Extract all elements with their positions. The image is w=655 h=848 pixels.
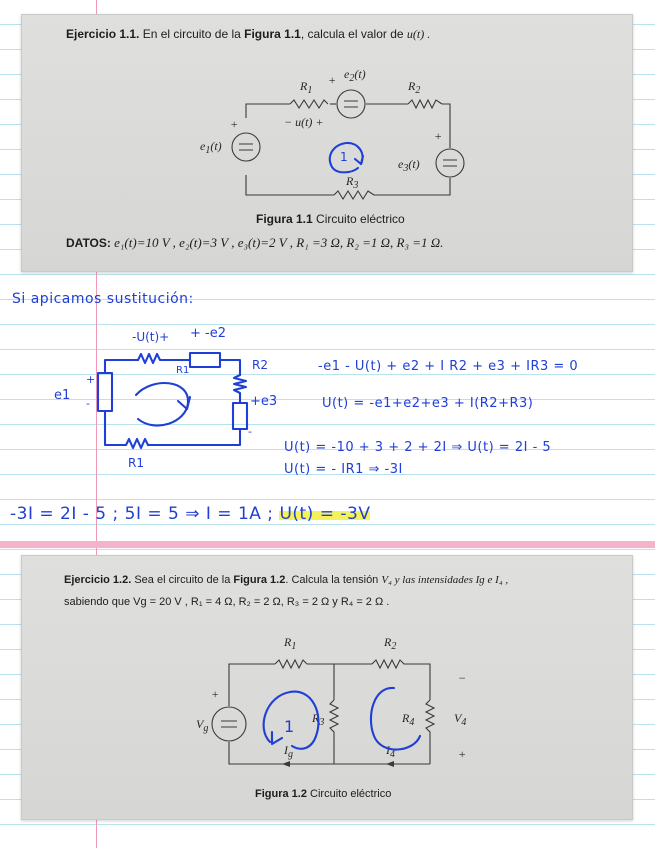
exercise-1-2-title-rest: . Calcula la tensión xyxy=(285,574,379,586)
circuit-1-2-wire xyxy=(229,742,430,764)
resistor-r2-symbol xyxy=(408,100,442,108)
exercise-1-2-title-fig: Figura 1.2 xyxy=(233,574,286,586)
label-vg: $V_g$ xyxy=(196,717,209,734)
exercise-1-1-data-label: DATOS: xyxy=(66,236,111,250)
exercise-1-1-title-text: En el circuito de la xyxy=(142,27,241,41)
circuit-1-2-diagram xyxy=(22,624,634,794)
resistor-r2-symbol-2 xyxy=(372,660,430,700)
label-v4-minus: − xyxy=(458,671,467,685)
notes-equation-2: U(t) = -e1+e2+e3 + I(R2+R3) xyxy=(322,396,534,411)
sketch-source-e2 xyxy=(190,353,220,367)
sketch-wire xyxy=(148,429,240,445)
label-r1-2: $R_1$ xyxy=(284,635,297,652)
exercise-1-2-photo xyxy=(21,555,633,820)
label-e2-plus: + xyxy=(328,73,337,87)
exercise-1-1-title xyxy=(66,27,430,42)
sketch-resistor-r1-bottom xyxy=(105,411,148,448)
circuit-1-1-wire xyxy=(246,175,334,195)
sketch-label-plus: + xyxy=(86,373,96,386)
source-e3-symbol xyxy=(436,149,464,177)
circuit-1-2-wire xyxy=(229,664,275,706)
current-ig-arrow xyxy=(282,761,290,767)
notes-equation-3: U(t) = -10 + 3 + 2 + 2I ⇒ U(t) = 2I - 5 xyxy=(284,440,552,455)
sketch-resistor-r1 xyxy=(138,354,190,363)
notes-equation-4: U(t) = - IR1 ⇒ -3I xyxy=(284,462,403,477)
source-e2-symbol xyxy=(337,90,365,118)
exercise-1-2-title-bold: Ejercicio 1.2. xyxy=(64,574,132,586)
circuit-1-1-wire xyxy=(374,178,450,195)
sketch-label-e1: e1 xyxy=(54,388,71,403)
mesh-loop-number: 1 xyxy=(340,150,348,164)
figure-1-1-caption xyxy=(256,212,405,226)
label-e3-plus: + xyxy=(434,129,443,143)
resistor-r3-symbol xyxy=(330,700,338,764)
label-v4-plus: + xyxy=(458,747,467,761)
label-v4: $V_4$ xyxy=(454,711,467,728)
exercise-1-1-title-var: u(t) . xyxy=(406,27,431,41)
exercise-1-1-data-values: e₁(t)=10 V , e₂(t)=3 V , e₃(t)=2 V , R₁ =3 Ω, R₂ =1 Ω, R₃ =1 Ω. xyxy=(114,235,444,250)
source-e1-symbol-bars xyxy=(239,144,253,150)
sketch-label-minus: - xyxy=(86,397,90,410)
label-r3: $R_3$ xyxy=(346,174,359,191)
figure-1-1-caption-text: Circuito eléctrico xyxy=(316,212,405,226)
label-e1: $e_1(t)$ xyxy=(200,139,222,156)
exercise-1-2-title xyxy=(64,574,508,586)
label-e1-plus: + xyxy=(230,117,239,131)
figure-1-1-caption-bold: Figura 1.1 xyxy=(256,212,313,226)
exercise-1-1-title-fig: Figura 1.1 xyxy=(244,27,301,41)
sketch-label-u: -U(t)+ xyxy=(132,330,170,344)
current-i4-arrow xyxy=(386,761,394,767)
notes-heading: Si apicamos sustitución: xyxy=(12,291,194,307)
notes-result-final: U(t) = -3V xyxy=(279,504,371,524)
source-vg-symbol xyxy=(212,707,246,741)
notes-result-main: -3I = 2I - 5 ; 5I = 5 ⇒ I = 1A ; xyxy=(10,504,274,524)
exercise-1-1-title-bold: Ejercicio 1.1. xyxy=(66,27,140,41)
circuit-1-1-wire xyxy=(442,104,450,148)
label-u: − u(t) + xyxy=(284,115,324,129)
notes-result xyxy=(10,504,370,524)
label-i4: $I_4$ xyxy=(386,743,395,760)
label-r1: $R_1$ xyxy=(300,79,313,96)
exercise-1-1-data xyxy=(66,235,443,251)
resistor-r1-symbol xyxy=(290,100,328,108)
mesh-loop-arrow-head xyxy=(355,156,363,164)
exercise-1-2-line2 xyxy=(64,596,389,608)
sketch-wire xyxy=(105,360,138,373)
section-divider xyxy=(0,541,655,548)
sketch-label-e2: + -e2 xyxy=(190,326,226,341)
mesh-1-loop-number: 1 xyxy=(284,717,295,736)
sketch-label-r2: R2 xyxy=(252,358,268,372)
source-e3-symbol-bars xyxy=(443,160,457,166)
sketch-label-e3: +e3 xyxy=(250,394,278,409)
exercise-1-2-line2-text: sabiendo que Vɡ = 20 V , R₁ = 4 Ω, R₂ = 2 Ω, R₃ = 2 Ω y R₄ = 2 Ω . xyxy=(64,596,390,608)
resistor-r3-symbol xyxy=(334,191,374,199)
exercise-1-2-title-vars: V₄ y las intensidades Iɡ e I₄ , xyxy=(381,574,509,586)
label-vg-plus: + xyxy=(211,687,220,701)
sketch-resistor-r2 xyxy=(234,375,246,403)
sketch-wire xyxy=(220,360,240,375)
sketch-label-r1: R1 xyxy=(128,456,144,470)
exercise-1-1-photo xyxy=(21,14,633,272)
resistor-r1-symbol-2 xyxy=(275,660,334,668)
figure-1-2-caption xyxy=(255,788,391,800)
resistor-r4-symbol xyxy=(426,700,434,764)
label-ig: $I_g$ xyxy=(284,743,293,760)
sketch-label-minus-e3: - xyxy=(248,425,252,438)
mesh-1-loop-arrow-head xyxy=(272,732,282,744)
sketch-source-e1 xyxy=(98,373,112,411)
label-r4: $R_4$ xyxy=(402,711,415,728)
source-e2-symbol-bars xyxy=(344,101,358,107)
figure-1-2-caption-text: Circuito eléctrico xyxy=(310,788,392,800)
exercise-1-2-title-text: Sea el circuito de la xyxy=(134,574,231,586)
source-vg-symbol-bars xyxy=(221,721,237,727)
sketch-source-e3 xyxy=(233,403,247,429)
label-r3-2: $R_3$ xyxy=(312,711,325,728)
notes-equation-1: -e1 - U(t) + e2 + I R2 + e3 + IR3 = 0 xyxy=(318,359,579,374)
exercise-1-1-title-rest: , calcula el valor de xyxy=(300,27,404,41)
label-r2: $R_2$ xyxy=(408,79,421,96)
label-e3: $e_3(t)$ xyxy=(398,157,420,174)
label-r2-2: $R_2$ xyxy=(384,635,397,652)
sketch-label-r1-small: R1 xyxy=(176,365,190,376)
source-e1-symbol xyxy=(232,133,260,161)
figure-1-2-caption-bold: Figura 1.2 xyxy=(255,788,307,800)
label-e2: $e_2(t)$ xyxy=(344,67,366,84)
